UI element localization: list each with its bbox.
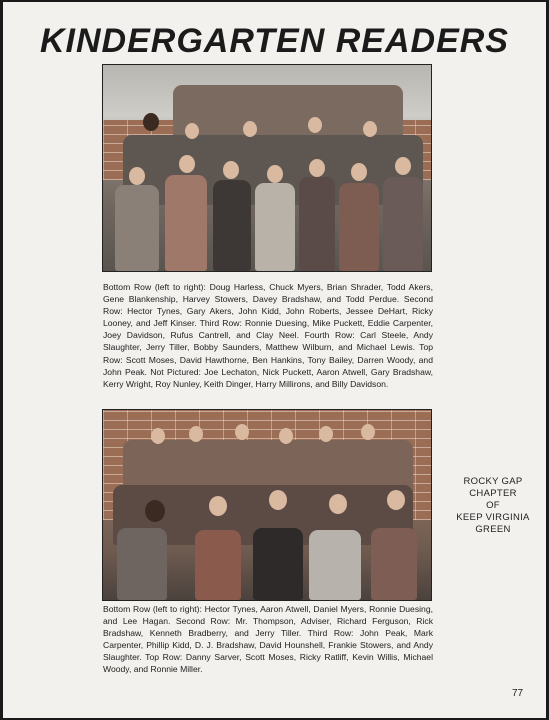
sidebar-line: OF [486,500,500,511]
photo2-caption: Bottom Row (left to right): Hector Tynes, Aaron Atwell, Daniel Myers, Ronnie Duesing, and Lee Hagan. Second Row: Mr. Thompson, Adviser, Richard Ferguson, Rick Bradshaw, Kenneth Bradberry, and Jerry Tiller. Third Row: John Peak, Mark Carpenter, Phillip Kidd, D. J. Bradshaw, David Hounshell, Frankie Stowers, and Andy Slaughter. Top Row: Danny Sarver, Scott Moses, Ricky Ratliff, Kevin Willis, Michael Woody, and Ronnie Miller. [103,604,433,675]
rocky-gap-chapter-label [438,476,548,536]
kindergarten-readers-group-photo [102,64,432,272]
page-number: 77 [512,688,524,699]
sidebar-line: GREEN [475,524,511,535]
page-title: KINDERGARTEN READERS [40,22,509,60]
sidebar-line: CHAPTER [469,488,517,499]
sidebar-line: KEEP VIRGINIA [456,512,530,523]
photo1-caption: Bottom Row (left to right): Doug Harless, Chuck Myers, Brian Shrader, Todd Akers, Gene Blankenship, Harvey Stowers, Davey Bradshaw, and Todd Perdue. Second Row: Hector Tynes, Gary Akers, John Kidd, John Roberts, Jessee DeHart, Ricky Looney, and Jeff Kinser. Third Row: Ronnie Duesing, Mike Puckett, Eddie Carpenter, Joey Davidson, Rufus Cantrell, and Clay Neel. Fourth Row: Carl Steele, Andy Slaughter, Jerry Tiller, Bobby Saunders, Matthew Wilburn, and Michael Lewis. Top Row: Scott Moses, David Hawthorne, Ben Hankins, Tony Bailey, Darren Woody, and John Peak. Not Pictured: Joe Lechaton, Nick Puckett, Aaron Atwell, Gary Bradshaw, Kerry Wright, Roy Nunley, Keith Dinger, Harry Millirons, and Billy Davidson. [103,282,433,389]
sidebar-line: ROCKY GAP [463,476,523,487]
rocky-gap-chapter-group-photo [102,409,432,601]
